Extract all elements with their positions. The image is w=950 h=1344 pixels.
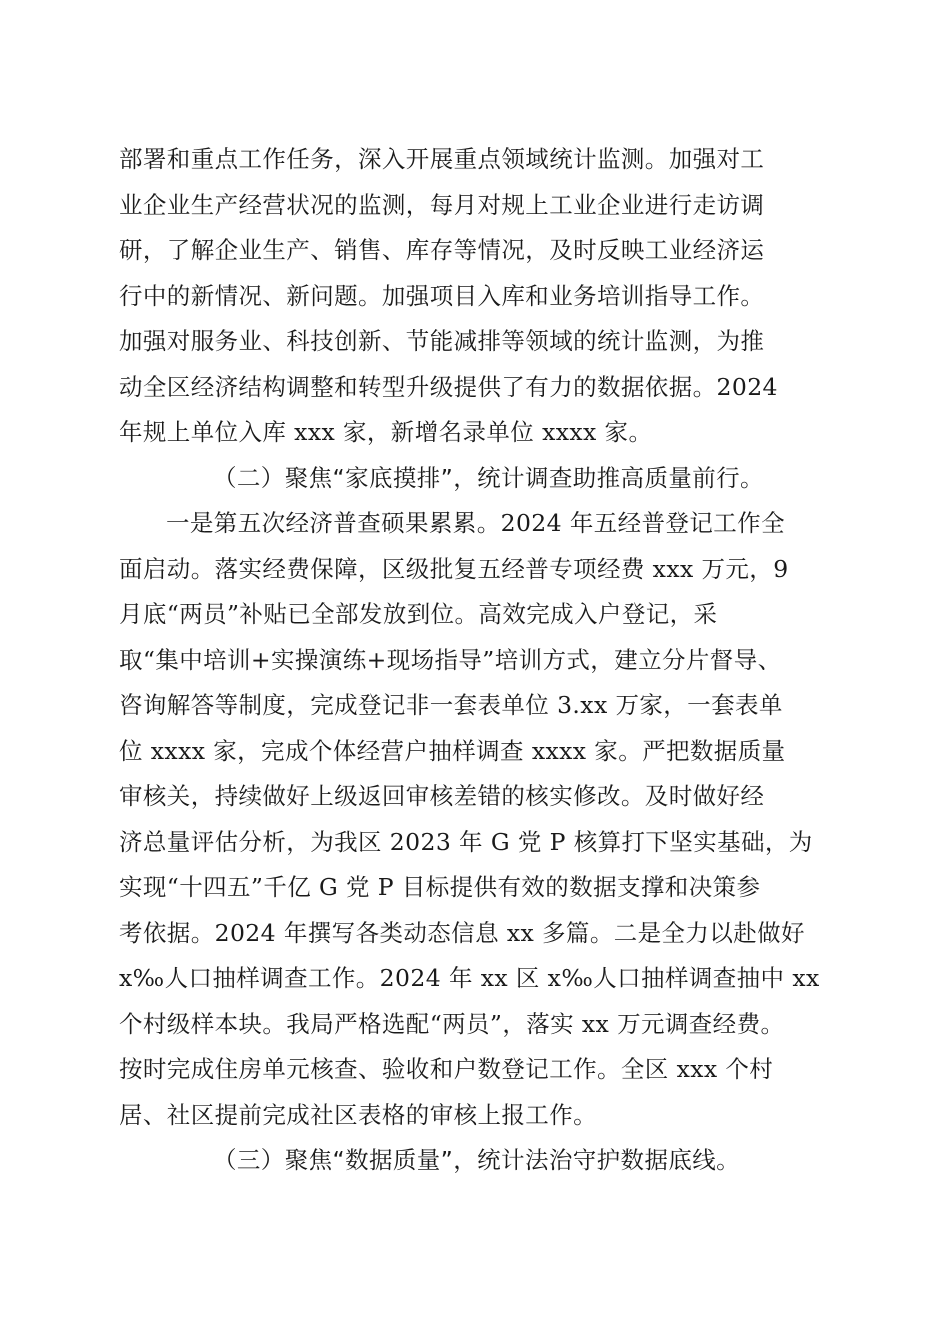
text-line: 咨询解答等制度，完成登记非一套表单位 3.xx 万家，一套表单 [119,691,783,719]
document-body [119,137,834,1184]
paragraph-statistics-monitoring [119,137,834,456]
text-line: x‰人口抽样调查工作。2024 年 xx 区 x‰人口抽样调查抽中 xx [119,964,820,992]
text-line: 月底“两员”补贴已全部发放到位。高效完成入户登记，采 [119,600,718,628]
text-line: 动全区经济结构调整和转型升级提供了有力的数据依据。2024 [119,372,778,401]
text-line: 居、社区提前完成社区表格的审核上报工作。 [119,1100,597,1129]
paragraph-economic-census [119,501,834,1138]
heading-text: （三）聚焦“数据质量”，统计法治守护数据底线。 [213,1146,741,1174]
text-line: 济总量评估分析，为我区 2023 年 G 党 P 核算打下坚实基础，为 [119,827,813,856]
text-line: 年规上单位入库 xxx 家，新增名录单位 xxxx 家。 [119,418,653,446]
text-line: 一是第五次经济普查硕果累累。2024 年五经普登记工作全 [166,509,785,537]
text-line: 行中的新情况、新问题。加强项目入库和业务培训指导工作。 [119,281,765,310]
text-line: 审核关，持续做好上级返回审核差错的核实修改。及时做好经 [119,782,765,810]
heading-text: （二）聚焦“家底摸排”，统计调查助推高质量前行。 [213,463,764,492]
text-line: 位 xxxx 家，完成个体经营户抽样调查 xxxx 家。严把数据质量 [119,736,786,765]
text-line: 部署和重点工作任务，深入开展重点领域统计监测。加强对工 [119,145,765,173]
text-line: 业企业生产经营状况的监测，每月对规上工业企业进行走访调 [119,190,765,219]
text-line: 取“集中培训+实操演练+现场指导”培训方式，建立分片督导、 [119,645,782,674]
text-line: 面启动。落实经费保障，区级批复五经普专项经费 xxx 万元，9 [119,554,789,583]
section-heading-3 [119,1138,834,1184]
text-line: 考依据。2024 年撰写各类动态信息 xx 多篇。二是全力以赴做好 [119,918,805,947]
text-line: 实现“十四五”千亿 G 党 P 目标提供有效的数据支撑和决策参 [119,873,761,901]
text-line: 加强对服务业、科技创新、节能减排等领域的统计监测，为推 [119,327,765,355]
text-line: 个村级样本块。我局严格选配“两员”，落实 xx 万元调查经费。 [119,1009,785,1038]
section-heading-2 [119,456,834,502]
text-line: 研，了解企业生产、销售、库存等情况，及时反映工业经济运 [119,236,765,264]
text-line: 按时完成住房单元核查、验收和户数登记工作。全区 xxx 个村 [119,1055,774,1083]
